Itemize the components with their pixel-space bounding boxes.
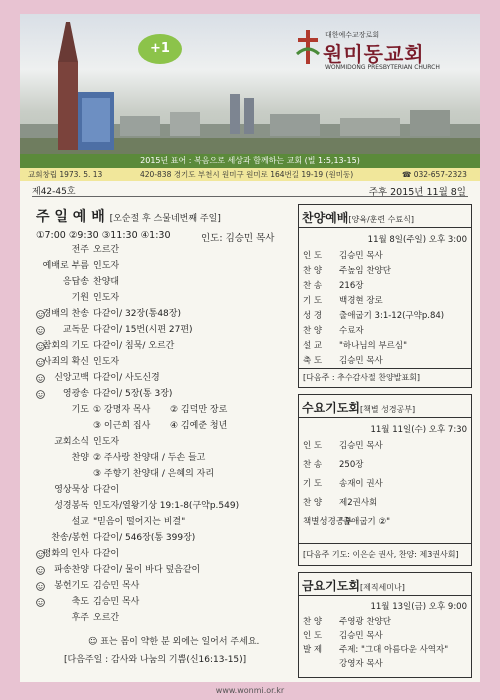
- order-value: 김승민 목사: [93, 581, 140, 591]
- box-title: 수요기도회[책별 성경공부]: [302, 401, 416, 415]
- order-value: 김승민 목사: [93, 597, 140, 607]
- wednesday-prayer-box: [298, 394, 472, 566]
- order-label: 사죄의 확신: [42, 357, 89, 367]
- smile-icon: [36, 374, 45, 383]
- program-row: [303, 458, 363, 470]
- program-role: 인 도: [303, 251, 323, 261]
- order-label: 성경봉독: [54, 501, 89, 511]
- wednesday-time: 11월 11일(수) 오후 7:30: [370, 425, 467, 435]
- order-label: 예배로 부름: [42, 261, 89, 271]
- order-label: 참회의 기도: [42, 341, 89, 351]
- order-value: 다같이/ 물이 바다 덮음같이: [93, 565, 201, 575]
- program-row: [303, 643, 448, 655]
- denomination-label: 대한예수교장로회: [325, 31, 380, 39]
- program-row: [303, 324, 364, 336]
- order-label: 영광송: [62, 389, 89, 399]
- church-info-bar: [20, 168, 480, 181]
- order-row: [30, 562, 292, 578]
- program-role: 축 도: [303, 356, 323, 366]
- program-role: 성 경: [303, 311, 323, 321]
- program-role: 찬 양: [303, 326, 323, 336]
- standing-note: ☺ 표는 몸이 약한 분 외에는 일어서 주세요.: [88, 637, 260, 647]
- cross-logo-icon: [295, 30, 321, 64]
- order-row: [30, 290, 292, 306]
- program-value: 김승민 목사: [339, 251, 383, 261]
- box-title: 금요기도회[제직세미나]: [302, 579, 405, 593]
- church-name: 원미동교회: [323, 42, 425, 66]
- program-value: 강영자 목사: [339, 659, 383, 669]
- program-value: 출애굽기 3:1-12(구약p.84): [339, 311, 445, 321]
- order-row: [30, 610, 292, 626]
- program-value: 송재이 권사: [339, 479, 383, 489]
- order-value: ③ 이근희 집사: [93, 421, 151, 431]
- order-label: 평화의 인사: [42, 549, 89, 559]
- order-row: [30, 402, 292, 418]
- order-value: ① 강명자 목사: [93, 405, 151, 415]
- order-label: 찬양: [71, 453, 89, 463]
- order-label: 전주: [71, 245, 89, 255]
- order-row: [30, 322, 292, 338]
- church-address: 420-838 경기도 부천시 원미구 원미로 164번길 19-19 (원미동): [140, 170, 354, 179]
- order-row: [30, 354, 292, 370]
- order-label: 응답송: [62, 277, 89, 287]
- church-building-image: [48, 22, 118, 150]
- program-role: 찬 양: [303, 617, 323, 627]
- program-row: [303, 657, 383, 669]
- order-row: [30, 578, 292, 594]
- praise-worship-box: [298, 204, 472, 388]
- order-value: 다같이/ 546장(통 399장): [93, 533, 196, 543]
- order-value: ③ 주향기 찬양대 / 은혜의 자리: [93, 469, 215, 479]
- program-role: 찬 양: [303, 266, 323, 276]
- program-value: 수료자: [339, 326, 364, 336]
- smile-icon: [36, 582, 45, 591]
- bulletin-date: 주후 2015년 11월 8일: [368, 187, 466, 198]
- header-banner: [20, 14, 480, 154]
- program-value: 250장: [339, 460, 364, 470]
- program-role: 인 도: [303, 441, 323, 451]
- order-row: [30, 274, 292, 290]
- order-row: [30, 594, 292, 610]
- order-value: 인도자/열왕기상 19:1-8(구약p.549): [93, 501, 240, 511]
- plus-one-badge: +1: [138, 34, 182, 64]
- order-row: [30, 514, 292, 530]
- order-row: [30, 386, 292, 402]
- order-row: [30, 546, 292, 562]
- order-row: [30, 434, 292, 450]
- order-value: 오르간: [93, 613, 120, 623]
- program-value: 김승민 목사: [339, 441, 383, 451]
- order-label: 영상묵상: [54, 485, 89, 495]
- program-row: [303, 439, 383, 451]
- wednesday-footer: [다음주 기도: 이은순 권사, 찬양: 제3권사회]: [303, 550, 459, 559]
- program-row: [303, 615, 391, 627]
- order-label: 봉헌기도: [54, 581, 89, 591]
- program-row: [303, 249, 383, 261]
- order-row: [30, 258, 292, 274]
- program-role: 발 제: [303, 645, 323, 655]
- program-row: [303, 515, 390, 527]
- order-value: 찬양대: [93, 277, 120, 287]
- order-label: 찬송/봉헌: [51, 533, 89, 543]
- church-phone: ☎ 032-657-2323: [402, 170, 467, 179]
- order-row: [30, 418, 292, 434]
- order-label: 기도: [71, 405, 89, 415]
- order-value-extra: ④ 김예준 청년: [170, 421, 228, 431]
- order-row: [30, 338, 292, 354]
- order-label: 신앙고백: [54, 373, 89, 383]
- program-row: [303, 629, 383, 641]
- church-logo: [295, 28, 475, 74]
- order-value: 인도자: [93, 293, 120, 303]
- order-value: 오르간: [93, 245, 120, 255]
- order-row: [30, 498, 292, 514]
- issue-number: 제42-45호: [32, 187, 76, 197]
- program-role: 인 도: [303, 631, 323, 641]
- order-value: 인도자: [93, 261, 120, 271]
- order-value: 다같이/ 사도신경: [93, 373, 160, 383]
- order-row: [30, 482, 292, 498]
- program-role: 기 도: [303, 296, 323, 306]
- program-row: [303, 496, 377, 508]
- order-row: [30, 450, 292, 466]
- smile-icon: [36, 326, 45, 335]
- program-row: [303, 309, 444, 321]
- program-role: 찬 양: [303, 498, 323, 508]
- order-value: 다같이: [93, 549, 120, 559]
- order-label: 경배의 찬송: [42, 309, 89, 319]
- order-label: 설교: [71, 517, 89, 527]
- friday-prayer-box: [298, 572, 472, 678]
- order-value: 다같이/ 침묵/ 오르간: [93, 341, 175, 351]
- program-value: 주영광 찬양단: [339, 617, 391, 627]
- program-value: "하나님의 부르심": [339, 341, 407, 351]
- founded-date: 교회창립 1973. 5. 13: [28, 170, 103, 179]
- program-row: [303, 294, 383, 306]
- program-row: [303, 354, 383, 366]
- program-value: 백경현 장로: [339, 296, 383, 306]
- order-value: 인도자: [93, 357, 120, 367]
- program-role: 설 교: [303, 341, 323, 351]
- praise-footer: [다음주 : 추수감사절 찬양발표회]: [303, 373, 421, 382]
- order-label: 파송찬양: [54, 565, 89, 575]
- program-value: 제2권사회: [339, 498, 378, 508]
- order-value-extra: ② 김덕만 장로: [170, 405, 228, 415]
- order-value: ② 주사랑 찬양대 / 두손 들고: [93, 453, 206, 463]
- order-value: "믿음이 떨어지는 비결": [93, 517, 186, 527]
- order-value: 인도자: [93, 437, 120, 447]
- sunday-worship-section: [30, 200, 292, 672]
- order-value: 다같이/ 15번(시편 27편): [93, 325, 193, 335]
- order-row: [30, 530, 292, 546]
- order-row: [30, 242, 292, 258]
- order-label: 교독문: [62, 325, 89, 335]
- program-role: 찬 송: [303, 460, 323, 470]
- order-row: [30, 466, 292, 482]
- praise-time: 11월 8일(주일) 오후 3:00: [367, 235, 467, 245]
- next-sunday-note: [다음주일 : 감사와 나눔의 기쁨(신16:13-15)]: [64, 655, 247, 665]
- bulletin-page: [20, 14, 480, 682]
- order-label: 교회소식: [54, 437, 89, 447]
- program-role: 책별성경공부: [303, 517, 353, 527]
- program-value: 주제: "그대 아름다운 사역자": [339, 645, 449, 655]
- program-value: 216장: [339, 281, 364, 291]
- website-url: www.wonmi.or.kr: [215, 686, 285, 695]
- program-role: 기 도: [303, 479, 323, 489]
- order-row: [30, 370, 292, 386]
- program-value: 김승민 목사: [339, 631, 383, 641]
- order-row: [30, 306, 292, 322]
- program-value: "출애굽기 ②": [339, 517, 390, 527]
- order-value: 다같이/ 32장(통48장): [93, 309, 181, 319]
- program-value: 주높임 찬양단: [339, 266, 391, 276]
- section-title: 주 일 예 배 [오순절 후 스물네번째 주일]: [36, 209, 221, 225]
- order-label: 축도: [71, 597, 89, 607]
- program-role: 찬 송: [303, 281, 323, 291]
- order-label: 후주: [71, 613, 89, 623]
- friday-time: 11월 13일(금) 오후 9:00: [370, 602, 467, 612]
- program-row: [303, 477, 383, 489]
- program-row: [303, 279, 363, 291]
- box-title: 찬양예배[양육/훈련 수료식]: [302, 211, 414, 225]
- order-value: 다같이: [93, 485, 120, 495]
- program-row: [303, 339, 407, 351]
- program-row: [303, 264, 391, 276]
- smile-icon: [36, 566, 45, 575]
- order-label: 기원: [71, 293, 89, 303]
- program-value: 김승민 목사: [339, 356, 383, 366]
- smile-icon: [36, 390, 45, 399]
- church-name-english: WONMIDONG PRESBYTERIAN CHURCH: [325, 64, 440, 71]
- divider: [32, 196, 468, 197]
- annual-motto: 2015년 표어 : 복음으로 세상과 함께하는 교회 (빌 1:5,13-15): [20, 154, 480, 168]
- order-value: 다같이/ 5장(통 3장): [93, 389, 173, 399]
- smile-icon: [36, 598, 45, 607]
- service-times: ①7:00 ②9:30 ③11:30 ④1:30 인도: 김승민 목사: [36, 230, 275, 244]
